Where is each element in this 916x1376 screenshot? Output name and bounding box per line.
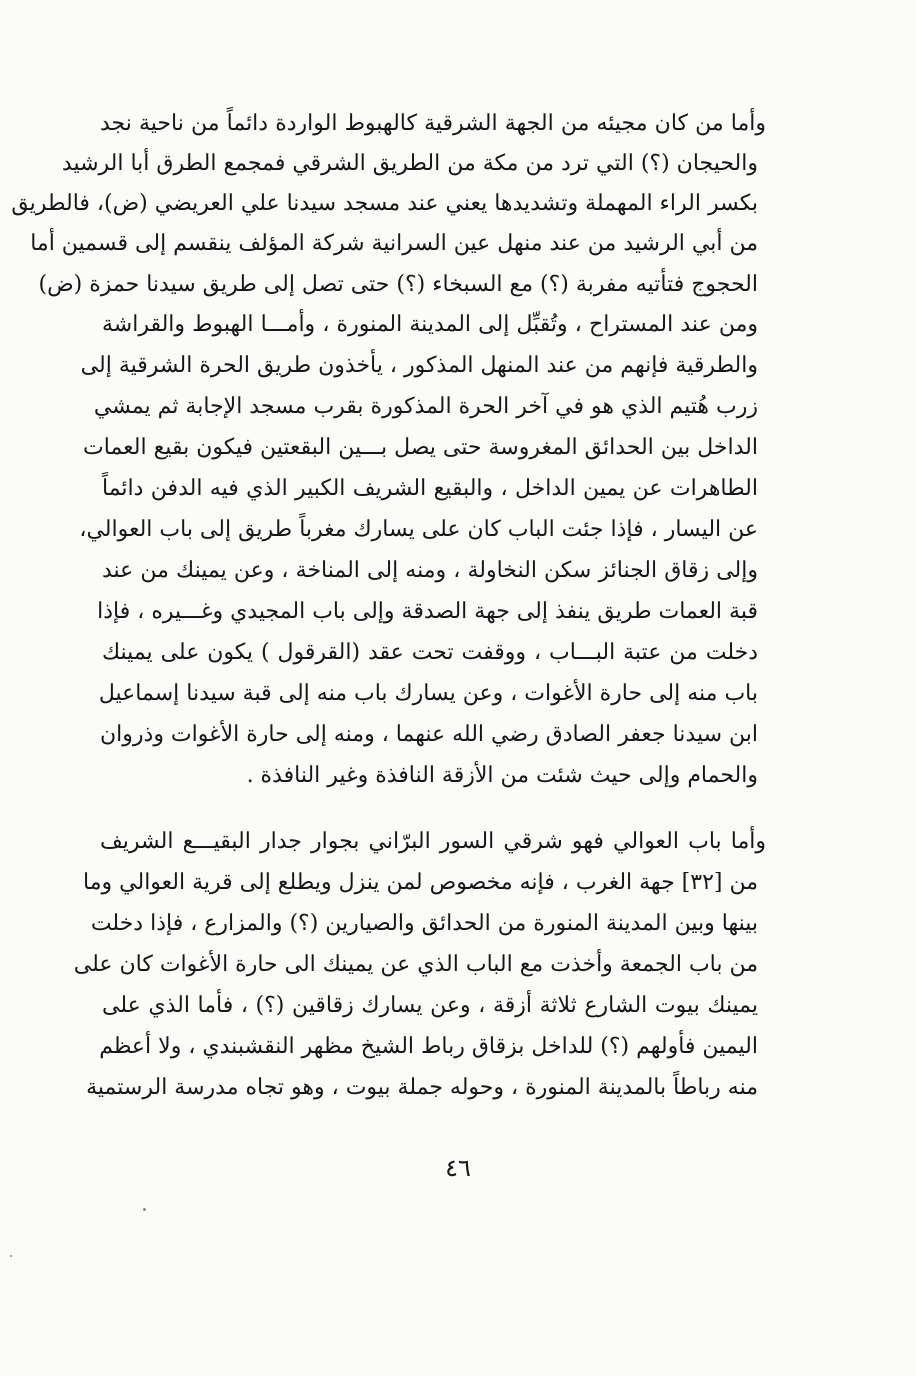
text-line: من باب الجمعة وأخذت مع الباب الذي عن يمينك الى حارة الأغوات كان على [73,952,758,977]
text-line: ومن عند المستراح ، وتُقبِّل إلى المدينة المنورة ، وأمـــا الهبوط والقراشة [102,312,758,337]
text-line: الداخل بين الحدائق المغروسة حتى يصل بـــين البقعتين فيكون بقيع العمات [83,435,758,460]
text-line: وإلى زقاق الجنائز سكن النخاولة ، ومنه إلى المناخة ، وعن يمينك من عند [102,558,758,583]
scan-speck [143,1208,146,1211]
text-line: دخلت من عتبة البـــاب ، ووقفت تحت عقد (القرقول ) يكون على يمينك [102,640,758,665]
page-number: ٤٦ [445,1154,471,1182]
text-line: باب منه إلى حارة الأغوات ، وعن يسارك باب منه إلى قبة سيدنا إسماعيل [98,681,758,706]
text-line: اليمين فأولهم (؟) للداخل بزقاق رباط الشيخ مظهر النقشبندي ، ولا أعظم [99,1034,758,1059]
text-line: الحجوج فتأتيه مفربة (؟) مع السبخاء (؟) حتى تصل إلى طريق سيدنا حمزة (ض) [38,272,758,297]
text-line: يمينك بيوت الشارع ثلاثة أزقة ، وعن يسارك زقاقين (؟) ، فأما الذي على [102,993,758,1018]
text-line: وأما من كان مجيئه من الجهة الشرقية كالهبوط الواردة دائماً من ناحية نجد [100,111,766,136]
text-line: ابن سيدنا جعفر الصادق رضي الله عنهما ، ومنه إلى حارة الأغوات وذروان [100,722,758,747]
text-line: منه رباطاً بالمدينة المنورة ، وحوله جملة بيوت ، وهو تجاه مدرسة الرستمية [86,1075,758,1100]
text-line: والطرقية فإنهم من عند المنهل المذكور ، يأخذون طريق الحرة الشرقية إلى [80,353,758,378]
text-line: والحيجان (؟) التي ترد من مكة من الطريق الشرقي فمجمع الطرق أبا الرشيد [61,151,758,176]
text-line: عن اليسار ، فإذا جئت الباب كان على يسارك مغرباً طريق إلى باب العوالي، [79,517,758,542]
scan-speck [10,1255,12,1257]
text-line: من أبي الرشيد من عند منهل عين السرانية شركة المؤلف ينقسم إلى قسمين أما [30,231,758,256]
text-line: بينها وبين المدينة المنورة من الحدائق والصيارين (؟) والمزارع ، فإذا دخلت [90,911,758,936]
text-line: قبة العمات طريق ينفذ إلى جهة الصدقة وإلى باب المجيدي وغـــيره ، فإذا [97,599,758,624]
text-line: من [٣٢] جهة الغرب ، فإنه مخصوص لمن ينزل ويطلع إلى قرية العوالي وما [83,870,758,895]
text-line: والحمام وإلى حيث شئت من الأزقة النافذة وغير النافذة . [246,763,758,788]
text-line: بكسر الراء المهملة وتشديدها يعني عند مسجد سيدنا علي العريضي (ض)، فالطريق [11,191,758,216]
text-line: الطاهرات عن يمين الداخل ، والبقيع الشريف الكبير الذي فيه الدفن دائماً [102,476,758,501]
text-line: وأما باب العوالي فهو شرقي السور البرّاني بجوار جدار البقيـــع الشريف [100,829,766,854]
text-line: زرب هُتيم الذي هو في آخر الحرة المذكورة بقرب مسجد الإجابة ثم يمشي [93,394,758,419]
